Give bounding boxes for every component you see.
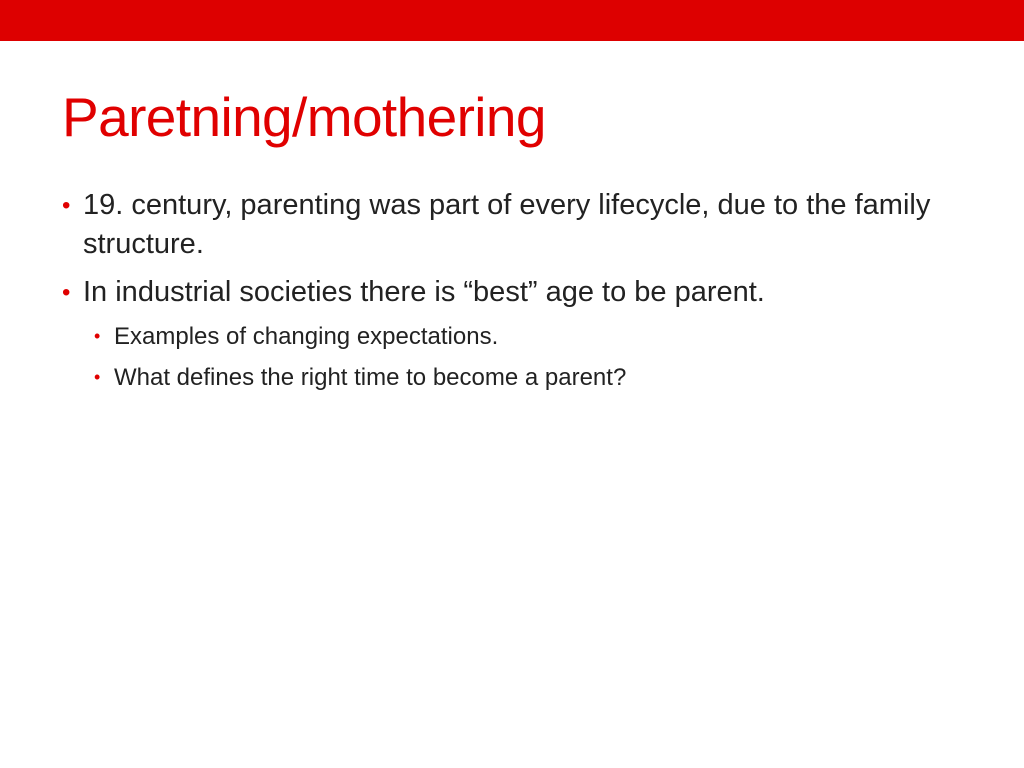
slide-title: Paretning/mothering [62, 86, 546, 148]
bullet-item [62, 273, 962, 312]
slide-content [62, 186, 962, 403]
bullet-list [62, 186, 962, 312]
sub-bullet-list [62, 321, 962, 393]
sub-bullet-dot-icon: • [94, 326, 101, 346]
sub-bullet-text: What defines the right time to become a parent? [114, 364, 627, 391]
bullet-text: In industrial societies there is “best” age to be parent. [83, 276, 765, 308]
bullet-dot-icon: • [62, 279, 71, 306]
bullet-dot-icon: • [62, 192, 71, 219]
sub-bullet-item [62, 362, 962, 393]
sub-bullet-item [62, 321, 962, 352]
sub-bullet-text: Examples of changing expectations. [114, 323, 499, 350]
bullet-text: 19. century, parenting was part of every lifecycle, due to the family structure. [83, 189, 931, 260]
top-accent-bar [0, 0, 1024, 41]
sub-bullet-dot-icon: • [94, 367, 101, 387]
bullet-item [62, 186, 962, 264]
